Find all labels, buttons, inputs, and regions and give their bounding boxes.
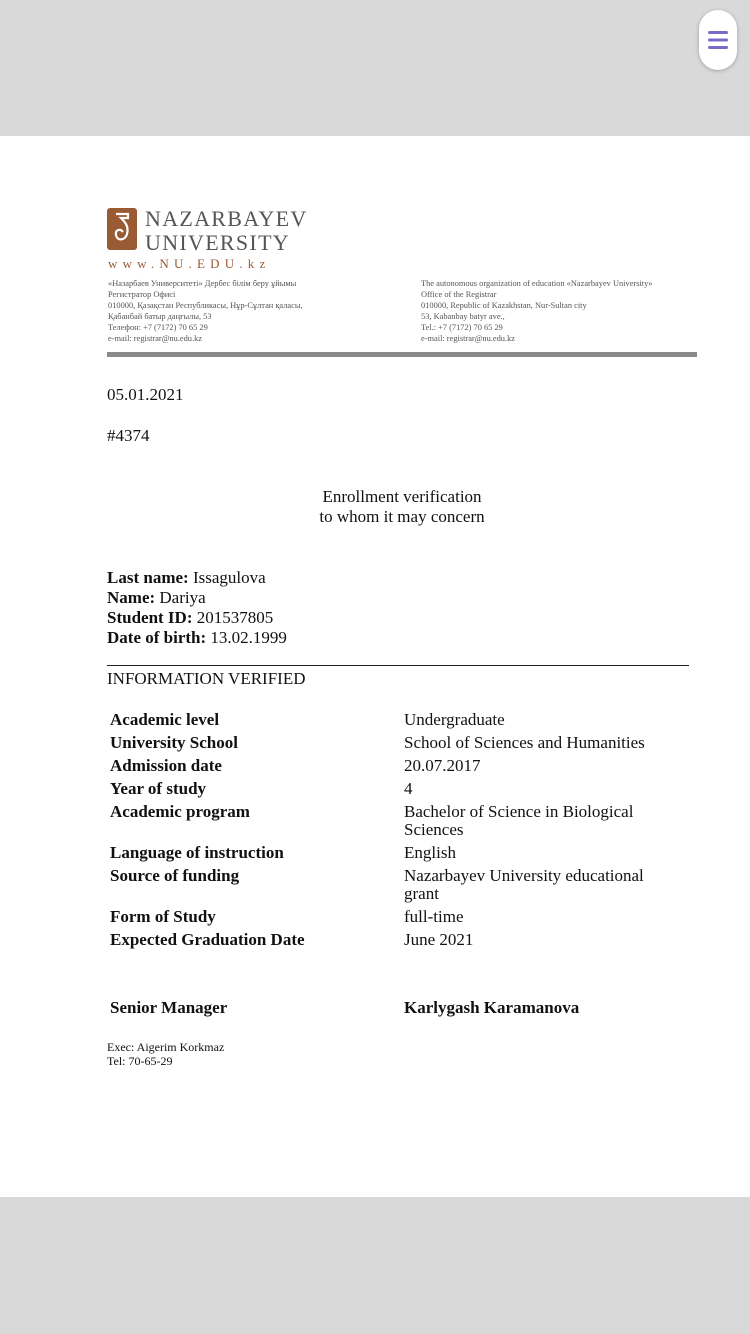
- row-label: Academic program: [110, 802, 250, 821]
- last-name-field: [107, 568, 266, 588]
- row-label: Academic level: [110, 710, 220, 729]
- document-title: Enrollment verification: [322, 487, 482, 506]
- table-row: [110, 780, 700, 798]
- verified-heading: INFORMATION VERIFIED: [107, 669, 306, 688]
- table-row: [110, 711, 700, 729]
- address-kz-line: Телефон: +7 (7172) 70 65 29: [108, 323, 208, 332]
- row-value: School of Sciences and Humanities: [404, 733, 645, 752]
- signer-title: Senior Manager: [110, 998, 228, 1017]
- menu-button[interactable]: [699, 10, 737, 70]
- executor-info: [107, 1040, 224, 1068]
- table-row: [110, 757, 700, 775]
- first-name-field: [107, 588, 206, 608]
- university-website: www.NU.EDU.kz: [108, 256, 271, 271]
- student-id-value: 201537805: [196, 608, 274, 627]
- student-id-field: [107, 608, 273, 628]
- address-english: [421, 278, 652, 344]
- date-of-birth-label: Date of birth:: [107, 628, 207, 647]
- university-name-line2: UNIVERSITY: [145, 230, 290, 255]
- address-kz-line: e-mail: registrar@nu.edu.kz: [108, 334, 202, 343]
- table-row: [110, 803, 700, 839]
- letterhead: [107, 206, 697, 360]
- date-of-birth-field: [107, 628, 287, 648]
- executor-line: Exec: Aigerim Korkmaz: [107, 1040, 225, 1054]
- address-en-line: Tel.: +7 (7172) 70 65 29: [421, 323, 503, 332]
- address-kz-line: «Назарбаев Университеті» Дербес білім беру ұйымы: [108, 279, 297, 288]
- date-of-birth-value: 13.02.1999: [210, 628, 287, 647]
- address-en-line: e-mail: registrar@nu.edu.kz: [421, 334, 515, 343]
- table-row: [110, 844, 700, 862]
- row-value: Undergraduate: [404, 710, 505, 729]
- address-kazakh: [108, 278, 303, 344]
- row-value: 20.07.2017: [404, 756, 481, 775]
- section-divider: [107, 665, 689, 666]
- table-row: [110, 867, 700, 903]
- row-value: full-time: [404, 907, 464, 926]
- address-en-line: The autonomous organization of education «Nazarbayev University»: [421, 279, 653, 288]
- row-label: Form of Study: [110, 907, 216, 926]
- address-kz-line: 010000, Қазақстан Республикасы, Нұр-Сұлтан қаласы,: [108, 301, 303, 310]
- table-row: [110, 931, 700, 949]
- document-number: #4374: [107, 426, 150, 445]
- university-name: [145, 207, 308, 255]
- table-row: [110, 908, 700, 926]
- last-name-label: Last name:: [107, 568, 189, 587]
- row-label: Language of instruction: [110, 843, 284, 862]
- row-value: June 2021: [404, 930, 474, 949]
- university-name-line1: NAZARBAYEV: [145, 206, 308, 231]
- row-value: Nazarbayev University educational grant: [404, 866, 644, 903]
- row-label: University School: [110, 733, 238, 752]
- table-row: [110, 734, 700, 752]
- university-logo-icon: [107, 208, 137, 250]
- document-subtitle: to whom it may concern: [319, 507, 485, 526]
- row-value: English: [404, 843, 456, 862]
- row-label: Expected Graduation Date: [110, 930, 305, 949]
- address-kz-line: Регистратор Офисі: [108, 290, 176, 299]
- document-date: 05.01.2021: [107, 385, 184, 404]
- student-id-label: Student ID:: [107, 608, 193, 627]
- hamburger-menu-icon: [708, 31, 728, 49]
- address-en-line: 53, Kabanbay batyr ave.,: [421, 312, 505, 321]
- address-kz-line: Қабанбай батыр даңғылы, 53: [108, 312, 212, 321]
- row-label: Source of funding: [110, 866, 240, 885]
- row-label: Admission date: [110, 756, 222, 775]
- row-label: Year of study: [110, 779, 207, 798]
- row-value: 4: [404, 779, 413, 798]
- telephone-line: Tel: 70-65-29: [107, 1054, 173, 1068]
- verification-table: [110, 711, 700, 954]
- row-value: Bachelor of Science in Biological Sciences: [404, 802, 634, 839]
- address-en-line: Office of the Registrar: [421, 290, 497, 299]
- document-page: [0, 136, 750, 1197]
- first-name-label: Name:: [107, 588, 156, 607]
- signer-name: Karlygash Karamanova: [404, 998, 580, 1017]
- letterhead-divider: [107, 352, 697, 357]
- address-en-line: 010000, Republic of Kazakhstan, Nur-Sultan city: [421, 301, 587, 310]
- first-name-value: Dariya: [159, 588, 206, 607]
- last-name-value: Issagulova: [192, 568, 266, 587]
